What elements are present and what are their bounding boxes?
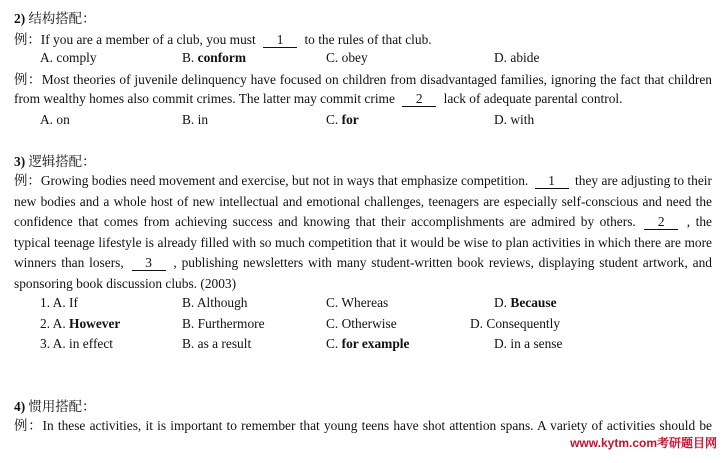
section-title: 逻辑搭配：: [28, 154, 96, 169]
example-sentence-2-line-2: from wealthy homes also commit crimes. The latter may commit crime 2 lack of adequate parental control.: [14, 91, 623, 106]
example-sentence-2-line-1: 例：Most theories of juvenile delinquency have focused on children from disadvantaged families, ignoring the fact that children: [14, 72, 712, 87]
option-row-3-b: B. as a result: [182, 336, 252, 351]
passage-paragraph: 例：Growing bodies need movement and exercise, but not in ways that emphasize competition. 1 they are adjusting to their new bodies and a whole host of new intellectual and emotional challenges, teenagers are especially self-conscious and need the confidence that comes from achieving success and knowing that their accomplishments are admired by others. 2 , the typical teenage lifestyle is already filled with so much competition that it would be wise to plan activities in which there are more winners than losers, 3 , publishing newsletters with many student-written book reviews, displaying student artwork, and sponsoring book discussion clubs. (2003): [14, 173, 712, 291]
option-b: B. in: [182, 112, 209, 127]
section-number: 2): [14, 11, 26, 26]
option-a: A. comply: [40, 50, 97, 65]
option-a: A. on: [40, 112, 70, 127]
option-d: D. abide: [494, 50, 540, 65]
blank-2: 2: [644, 215, 678, 230]
option-c: C. obey: [326, 50, 368, 65]
option-row-3-d: D. in a sense: [494, 336, 563, 351]
option-row-2-c: C. Otherwise: [326, 316, 397, 331]
option-row-2-a: 2. A. However: [40, 316, 121, 331]
option-row-1-d: D. Because: [494, 295, 557, 310]
option-row-3-a: 3. A. in effect: [40, 336, 114, 351]
example-sentence-1: 例：If you are a member of a club, you must 1 to the rules of that club.: [14, 32, 432, 47]
site-watermark: www.kytm.com考研题目网: [570, 436, 717, 450]
blank-3: 3: [132, 256, 166, 271]
option-b: B. conform: [182, 50, 246, 65]
section-number: 4): [14, 399, 26, 414]
blank-2: 2: [402, 92, 436, 107]
section-2-heading: [14, 8, 95, 27]
option-row-1-a: 1. A. If: [40, 295, 78, 310]
option-d: D. with: [494, 112, 535, 127]
section-title: 惯用搭配：: [28, 399, 96, 414]
blank-1: 1: [263, 33, 297, 48]
section-3-heading: [14, 151, 95, 170]
option-row-1-b: B. Although: [182, 295, 248, 310]
section-4-heading: [14, 396, 95, 415]
option-row-2-b: B. Furthermore: [182, 316, 265, 331]
blank-1: 1: [535, 174, 569, 189]
section-number: 3): [14, 154, 26, 169]
example-sentence-4: 例：In these activities, it is important to remember that young teens have shot attention spans. A variety of activities should be: [14, 418, 712, 433]
section-title: 结构搭配：: [28, 11, 96, 26]
option-c: C. for: [326, 112, 359, 127]
option-row-3-c: C. for example: [326, 336, 410, 351]
option-row-2-d: D. Consequently: [470, 316, 561, 331]
option-row-1-c: C. Whereas: [326, 295, 389, 310]
